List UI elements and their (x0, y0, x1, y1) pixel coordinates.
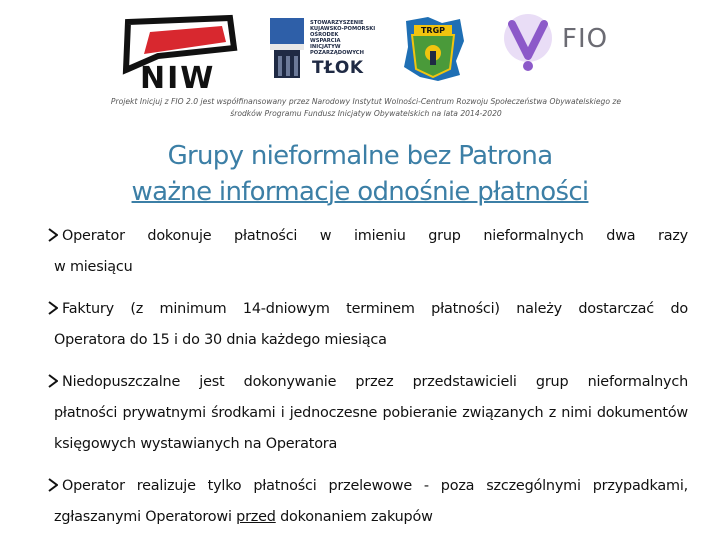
niw-logo (118, 14, 240, 92)
bullet-continuation: w miesiącu (54, 259, 133, 275)
bullet-text-after: dokonaniem zakupów (275, 509, 433, 525)
funding-note: Projekt Inicjuj z FIO 2.0 jest współfinansowany przez Narodowy Instytut Wolności-Centrum Rozwoju Społeczeństwa Obywatelskiego ze środków Programu Fundusz Inicjatyw Obywatelskich na lata 2014-2020 (110, 97, 622, 118)
fio-logo-text: FIO (562, 24, 609, 54)
tlok-logo (268, 16, 388, 82)
niw-logo-graphic (118, 14, 240, 92)
fio-logo (498, 6, 628, 86)
bullet-first-line: Faktury (z minimum 14-dniowym terminem płatności) należy dostarczać do (62, 301, 688, 317)
arrow-bullet-icon (48, 374, 58, 388)
bullet-first-line: Niedopuszczalne jest dokonywanie przez przedstawicieli grup nieformalnych (62, 374, 688, 390)
bullet-continuation (48, 502, 688, 533)
tlok-logo-graphic (268, 16, 308, 82)
bullet-item (48, 221, 688, 283)
title-line-1: Grupy nieformalne bez Patrona (167, 141, 553, 171)
arrow-bullet-icon (48, 228, 58, 242)
bullet-text-before: zgłaszanymi Operatorowi (54, 509, 237, 525)
bullet-first-line: Operator dokonuje płatności w imieniu grup nieformalnych dwa razy (62, 228, 688, 244)
bullet-continuation: płatności prywatnymi środkami i jednoczesne pobieranie związanych z nimi dokumentów księgowych wystawianych na Operatora (54, 405, 688, 452)
niw-logo-text: NIW (140, 61, 216, 92)
arrow-bullet-icon (48, 478, 58, 492)
tlok-logo-subtitle: STOWARZYSZENIE KUJAWSKO-POMORSKI OŚRODEK WSPARCIA INICJATYW POZARZĄDOWYCH (310, 20, 376, 56)
bullet-underlined-word: przed (236, 509, 276, 525)
trgp-logo-graphic (398, 13, 468, 85)
bullet-item (48, 471, 688, 533)
bullet-item (48, 294, 688, 356)
arrow-bullet-icon (48, 301, 58, 315)
fio-logo-graphic (498, 6, 558, 86)
bullet-continuation: Operatora do 15 i do 30 dnia każdego miesiąca (54, 332, 387, 348)
tlok-logo-text: TŁOK (312, 58, 364, 78)
title-line-2: ważne informacje odnośnie płatności (131, 177, 589, 207)
trgp-logo-text: TRGP (420, 26, 446, 35)
trgp-logo (398, 13, 468, 85)
bullet-item (48, 367, 688, 460)
page-title (40, 138, 680, 210)
bullet-first-line: Operator realizuje tylko płatności przelewowe - poza szczególnymi przypadkami, (62, 478, 688, 494)
